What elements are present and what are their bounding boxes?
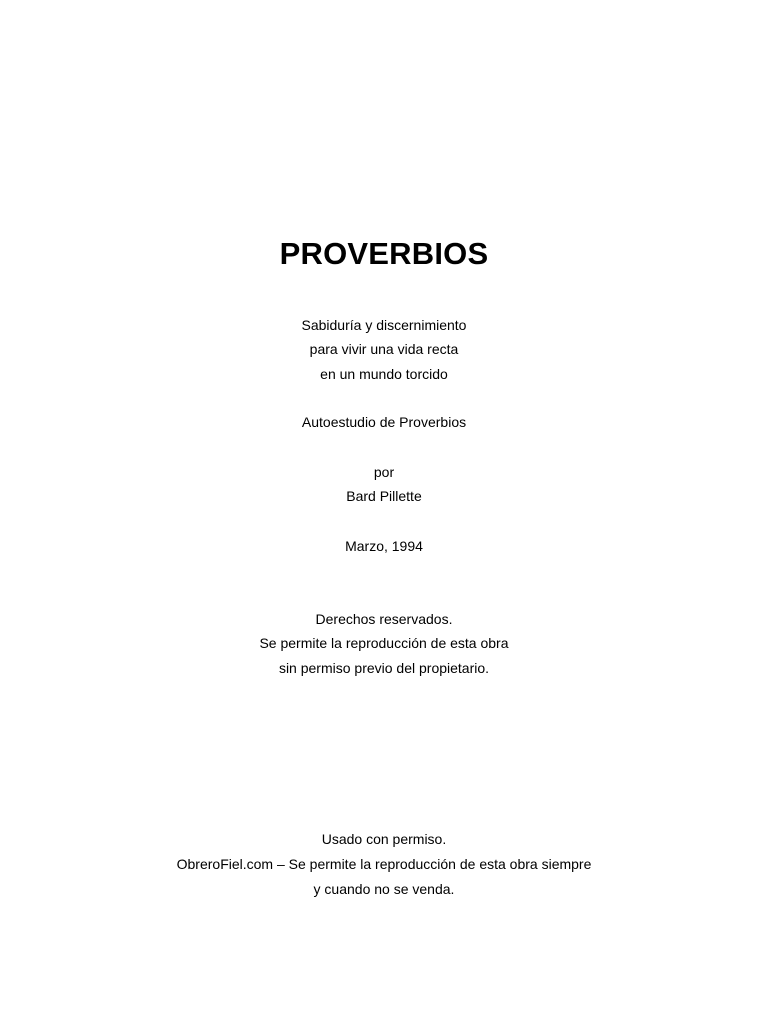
author-name: Bard Pillette (346, 488, 422, 504)
usage-line-3: y cuando no se venda. (313, 881, 455, 897)
study-label: Autoestudio de Proverbios (301, 414, 467, 430)
subtitle-line-2: para vivir una vida recta (309, 341, 459, 357)
subtitle-line-3: en un mundo torcido (320, 366, 448, 382)
rights-line-1: Derechos reservados. (315, 611, 453, 627)
subtitle-line-1: Sabiduría y discernimiento (301, 317, 467, 333)
document-title: PROVERBIOS (279, 236, 489, 271)
usage-line-2: ObreroFiel.com – Se permite la reproducción de esta obra siempre (176, 856, 592, 872)
rights-line-2: Se permite la reproducción de esta obra (259, 635, 509, 651)
rights-line-3: sin permiso previo del propietario. (278, 660, 490, 676)
usage-line-1: Usado con permiso. (321, 831, 447, 847)
by-label: por (373, 464, 395, 480)
publication-date: Marzo, 1994 (345, 538, 423, 554)
